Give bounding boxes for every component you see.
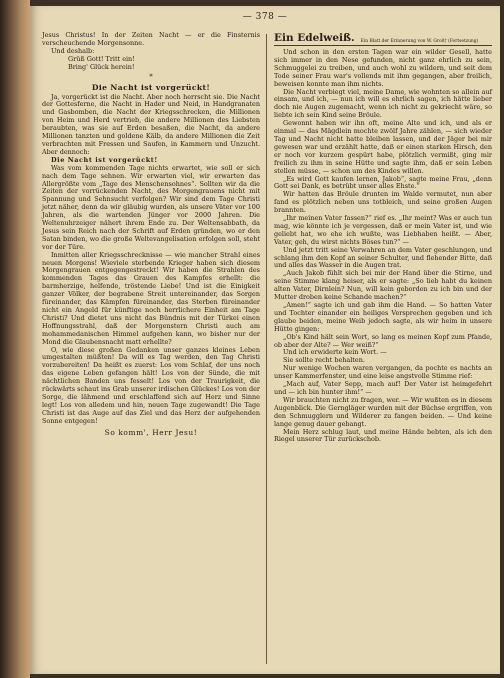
intro-line: Und deshalb:: [51, 46, 95, 55]
verse-line: Bring' Glück herein!: [68, 62, 135, 71]
paragraph: Und schon in den ersten Tagen war ein wilder Gesell, hatte sich immer in den Nese gefunden, nicht ganz ehrlich zu sein, Schmuggelei zu treiben, und auch wohl zu wildern, und seit dem Tode seiner Frau war's vollends mit ihm gegangen, aber freilich, beweisen konnte man ihm nichts.: [274, 48, 492, 88]
right-column: [274, 32, 492, 444]
paragraph: Und ich erwiderte kein Wort. —: [283, 348, 387, 357]
paragraph: Mein Herz schlug laut, und meine Hände bebten, als ich den Riegel unserer Tür zurückschob.: [274, 427, 492, 444]
paragraph: Wir hatten das Bröule drunten im Walde vermutet, nun aber fand es plötzlich neben uns totbleich, und seine großen Augen brannten.: [274, 190, 492, 215]
section-heading: Die Nacht ist vorgerückt!: [91, 82, 211, 92]
left-column: [42, 32, 260, 438]
paragraph: O, wie diese großen Gedanken unser ganzes kleines Leben umgestalten müßten! Da will es Tag werden, den Tag Christi vorzubereiten! Da heißt es zuerst: Los vom Schlaf, der uns noch das eigene Leben gefangen hält! Los von der Sünde, die mit nächtlichen Banden uns fesselt! Los von der Traurigkeit, die rückwärts schaut ins Grab unserer irdischen Glückes! Los von der Sorge, die lähmend und erschlaffend sich auf Herz und Sinne legt! Los von alledem und hin, neuen Tage zugewandt! Die Tage Christi ist das Auge auf das Ziel und das Herz der aufgehenden Sonne entgegen!: [42, 345, 260, 425]
page-number: — 378 —: [242, 12, 288, 22]
paragraph: „Ob's Kind hält sein Wort, so lang es meinen Kopf zum Pfande, ob aber der Alte? — Wer weiß?“: [274, 332, 492, 349]
paragraph: Ja, vorgerückt ist die Nacht. Aber noch herrscht sie. Die Nacht der Gottesferne, die Nacht in Hader und Neid, in Handgranaten und Gasbomben, die Nacht der Kriegsschrecken, die Millionen von Heim und Herd vertrieb, die andere Millionen des Liebsten beraubten, was sie auf Erden besaßen, die Nacht, da andere Millionen tanzten und goldene Kälb, da andere Millionen die Zeit verbrachten mit Fressen und Saufen, in Kammern und Unzucht. Aber dennoch:: [42, 92, 260, 156]
paragraph-emphasis: Die Nacht ist vorgerückt!: [51, 155, 158, 164]
paragraph: „Ihr meinen Vater fassen?“ rief es. „Ihr meint? Was er auch tun mag, wie könnte ich je vergessen, daß er mein Vater ist, und wie geliebt hat, wo ehe ich wußte, was Liebhaben heißt. — Aber, Vater, geh, du wirst nichts Böses tun?“ —: [274, 214, 492, 246]
closing-line: So komm', Herr Jesu!: [104, 427, 198, 437]
paragraph: Wir brauchten nicht zu fragen, wer. — Wir wußten es in diesem Augenblick. Die Gerngläger wurden mit der Büchse ergriffen, von den Schmugglern und Wilderer zu fangen beiden. — Und keine lange genug dauer gebangt.: [274, 395, 492, 428]
verse-line: Grüß Gott! Tritt ein!: [68, 54, 135, 63]
story-header: [274, 32, 492, 46]
paragraph: Nur wenige Wochen waren vergangen, da pochte es nachts an unser Kammerfenster, und eine leise angstvolle Stimme rief:: [274, 364, 492, 381]
paragraph: Und jetzt tritt seine Verwahren an dem Vater geschlungen, und schlang ihm den Kopf an seiner Schulter, und flehender Bitte, daß und alles das Wasser in die Augen trat.: [274, 245, 492, 270]
paragraph: „Amen!“ sagte ich und gab ihm die Hand. — So hatten Vater und Tochter einander ein heiliges Versprechen gegeben und ich glaube beiden, meine Weib jedoch sagte, als wir heim in unsere Hütte gingen:: [274, 301, 492, 333]
book-spine: [0, 0, 30, 678]
paragraph: Gewonnt haben wir ihn oft, meine Alte und ich, und als er einmal — das Mägdlein mochte zwölf Jahre zählen, — sich wieder Tag und Nacht nicht hatte bleiben lassen, und der Jäger bei mir gewesen war und erzählt hatte, daß er einen starken Hirsch, den er noch vor kurzem gespürt habe, plötzlich vermißt, ging mir freilich zu ihm in seine Hütte und sagte ihm, daß er sein Leben stellen müsse, — schon um des Kindes willen.: [274, 119, 492, 175]
book-page: [30, 6, 500, 674]
intro-line: Jesus Christus! In der Zeiten Nacht — er die Finsternis verscheuchende Morgensonne.: [42, 31, 260, 47]
story-byline: Ein Blatt der Erinnerung von W. Groß† (Fortsetzung): [360, 38, 479, 44]
paragraph: Sie sollte recht behalten.: [283, 356, 365, 365]
section-star: *: [149, 72, 153, 81]
paragraph: Was vom kommenden Tage nichts erwartet, wie soll er sich nach dem Tage sehnen. Wir erwarten viel, wir erwarten das Allergrößte vom „Tage des Menschensohnes“. Sollten wir da die Zeiten der vorrückenden Nacht, des Morgengrauens nicht mit Spannung und Sehnsucht verfolgen? Wir sind dem Tage Christi jetzt näher, denn da wir gläubig wurden, als unsere Väter vor 100 Jahren, als die wartenden Jünger vor 2000 Jahren. Die Weltenuhrzeiger nähert ihrem Ende zu. Der Weltensabbath, da Jesus sein Reich nach der Schrift auf Erden gründen, wo er den Satan binden, wo die große Weltevangelisation erfolgen soll, steht vor der Türe.: [42, 163, 260, 251]
story-title: Ein Edelweiß.: [274, 32, 355, 44]
paragraph: „Mach auf, Vater Sepp, mach auf! Der Vater ist heimgefehrt und — ich bin hunter ihm!“ —: [274, 380, 492, 396]
paragraph: Inmitten aller Kriegsschrecknisse — wie mancher Strahl eines neuen Morgens! Wieviele sterbende Krieger haben sich diesem Morgengrauen entgegengestreckt! Wir haben die Strahlen des kommenden Tages das Grauen des Kampfes erhellt: die barmherzige, helfende, tröstende Liebe! Und ist die Einigkeit ganzer Völker, der begrabene Streit untereinander, das Sorgen füreinander, das Kämpfen füreinander, das Sterben füreinander nicht ein Angeld für künftige noch herrlichere Einheit am Tage Christi? Und dietet uns nicht das Bündnis mit der Türkei einen Hoffnungsstrahl, daß der Morgenstern Christi auch am mohammedanischen Himmel aufgehen kann, wo bisher nur der Mond die Glaubensnacht matt erhellte?: [42, 250, 260, 346]
column-divider: [266, 34, 267, 664]
paragraph: Die Nacht verbiegt viel, meine Dame, wie wohnten so allein auf einsam, und ich, — nun ich will es ehrlich sagen, ich hätte lieber doch nie Augen zugemacht, wenn ich nicht zu gekriecht wäre, so liebte ich sein Kind seine Bröule.: [274, 87, 492, 120]
paragraph: „Auch Jakob fühlt sich bei mir der Hand über die Stirne, und seine Stimme klang heiser, als er sagte: „So lieb habt du keinen alten Vater, Dirnlein? Nun, will kein geborden zu ich bin und der Mutter droben keine Schande machen?“: [274, 269, 492, 302]
paragraph: „Es wird Gott kaufen lernen, Jakob“, sagte meine Frau, „denn Gott sei Dank, es betrübt unser alles Ehste.“: [274, 174, 492, 191]
